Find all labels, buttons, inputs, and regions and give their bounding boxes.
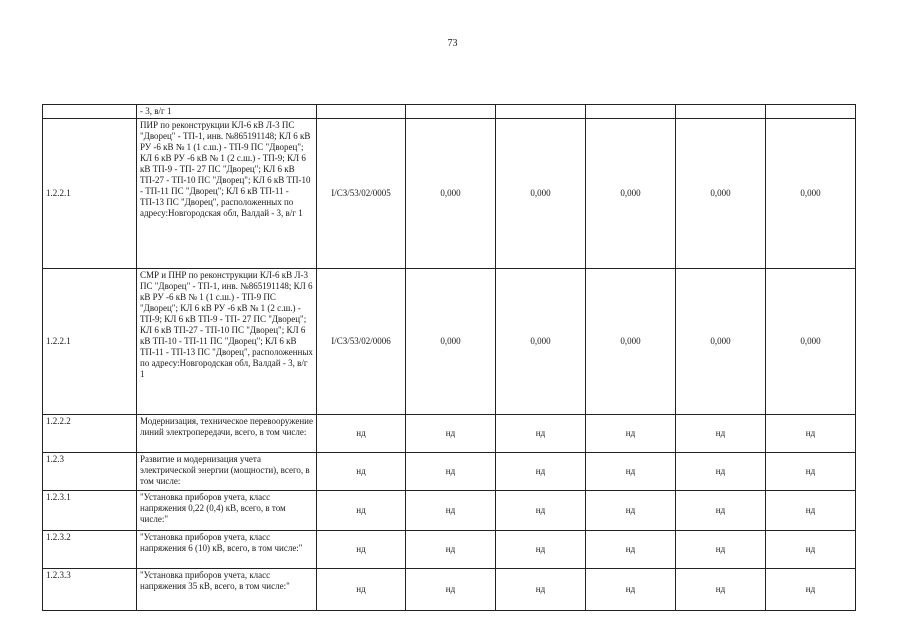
table-row <box>43 453 856 491</box>
row-value: 0,000 <box>766 119 856 269</box>
row-value: 0,000 <box>586 269 676 415</box>
row-value: нд <box>676 491 766 531</box>
row-value: нд <box>496 491 586 531</box>
row-value <box>676 105 766 119</box>
row-code: 1.2.3.2 <box>43 531 137 569</box>
row-identifier: нд <box>317 415 406 453</box>
row-code: 1.2.2.1 <box>43 269 137 415</box>
row-value: нд <box>766 569 856 611</box>
table-row <box>43 531 856 569</box>
row-value: 0,000 <box>766 269 856 415</box>
row-value: нд <box>496 453 586 491</box>
row-code: 1.2.3.1 <box>43 491 137 531</box>
row-value: 0,000 <box>496 269 586 415</box>
row-value: нд <box>676 453 766 491</box>
row-identifier: нд <box>317 453 406 491</box>
row-description: - 3, в/г 1 <box>137 105 317 119</box>
row-code: 1.2.2.1 <box>43 119 137 269</box>
row-description: "Установка приборов учета, класс напряжения 0,22 (0,4) кВ, всего, в том числе:" <box>137 491 317 531</box>
row-value: нд <box>676 569 766 611</box>
table-row <box>43 415 856 453</box>
row-value: нд <box>406 569 496 611</box>
table-body <box>43 105 856 611</box>
row-value: нд <box>676 531 766 569</box>
page-number: 73 <box>447 38 458 49</box>
row-code: 1.2.2.2 <box>43 415 137 453</box>
row-value: 0,000 <box>406 269 496 415</box>
row-description: ПИР по реконструкции КЛ-6 кВ Л-3 ПС "Дворец" - ТП-1, инв. №865191148; КЛ 6 кВ РУ -6 кВ № 1 (1 с.ш.) - ТП-9 ПС "Дворец"; КЛ 6 кВ РУ -6 кВ № 1 (2 с.ш.) - ТП-9; КЛ 6 кВ ТП-9 - ТП- 27 ПС "Дворец"; КЛ 6 кВ ТП-27 - ТП-10 ПС "Дворец"; КЛ 6 кВ ТП-10 - ТП-11 ПС "Дворец"; КЛ 6 кВ ТП-11 - ТП-13 ПС "Дворец", расположенных по адресу:Новгородская обл, Валдай - 3, в/г 1 <box>137 119 317 269</box>
row-identifier: нд <box>317 491 406 531</box>
row-value: нд <box>586 415 676 453</box>
table-row <box>43 269 856 415</box>
row-value: 0,000 <box>676 119 766 269</box>
row-description: "Установка приборов учета, класс напряжения 6 (10) кВ, всего, в том числе:" <box>137 531 317 569</box>
row-identifier: нд <box>317 569 406 611</box>
row-value: нд <box>586 531 676 569</box>
row-value: нд <box>586 453 676 491</box>
row-description: Модернизация, техническое перевооружение линий электропередачи, всего, в том числе: <box>137 415 317 453</box>
data-table <box>42 104 856 611</box>
table-row <box>43 119 856 269</box>
row-value <box>766 105 856 119</box>
row-identifier <box>317 105 406 119</box>
row-value: нд <box>496 415 586 453</box>
row-value: нд <box>766 453 856 491</box>
row-value: нд <box>586 569 676 611</box>
row-value: нд <box>766 415 856 453</box>
row-code: 1.2.3.3 <box>43 569 137 611</box>
row-value: нд <box>586 491 676 531</box>
row-description: Развитие и модернизация учета электрической энергии (мощности), всего, в том числе: <box>137 453 317 491</box>
row-value: нд <box>406 415 496 453</box>
row-value: нд <box>496 531 586 569</box>
row-value: 0,000 <box>586 119 676 269</box>
row-value <box>496 105 586 119</box>
row-code: 1.2.3 <box>43 453 137 491</box>
row-value <box>406 105 496 119</box>
table-row <box>43 105 856 119</box>
row-value: 0,000 <box>676 269 766 415</box>
row-code <box>43 105 137 119</box>
row-value: нд <box>406 531 496 569</box>
row-value: нд <box>766 531 856 569</box>
row-value: 0,000 <box>496 119 586 269</box>
row-value: нд <box>406 491 496 531</box>
row-identifier: нд <box>317 531 406 569</box>
row-description: "Установка приборов учета, класс напряжения 35 кВ, всего, в том числе:" <box>137 569 317 611</box>
row-identifier: I/СЗ/53/02/0005 <box>317 119 406 269</box>
table-row <box>43 569 856 611</box>
table-row <box>43 491 856 531</box>
row-value <box>586 105 676 119</box>
row-description: СМР и ПНР по реконструкции КЛ-6 кВ Л-3 ПС "Дворец" - ТП-1, инв. №865191148; КЛ 6 кВ РУ -6 кВ № 1 (1 с.ш.) - ТП-9 ПС "Дворец"; КЛ 6 кВ РУ -6 кВ № 1 (2 с.ш.) - ТП-9; КЛ 6 кВ ТП-9 - ТП- 27 ПС "Дворец"; КЛ 6 кВ ТП-27 - ТП-10 ПС "Дворец"; КЛ 6 кВ ТП-10 - ТП-11 ПС "Дворец"; КЛ 6 кВ ТП-11 - ТП-13 ПС "Дворец", расположенных по адресу:Новгородская обл, Валдай - 3, в/г 1 <box>137 269 317 415</box>
row-value: 0,000 <box>406 119 496 269</box>
row-value: нд <box>406 453 496 491</box>
row-value: нд <box>766 491 856 531</box>
row-value: нд <box>496 569 586 611</box>
row-identifier: I/СЗ/53/02/0006 <box>317 269 406 415</box>
row-value: нд <box>676 415 766 453</box>
